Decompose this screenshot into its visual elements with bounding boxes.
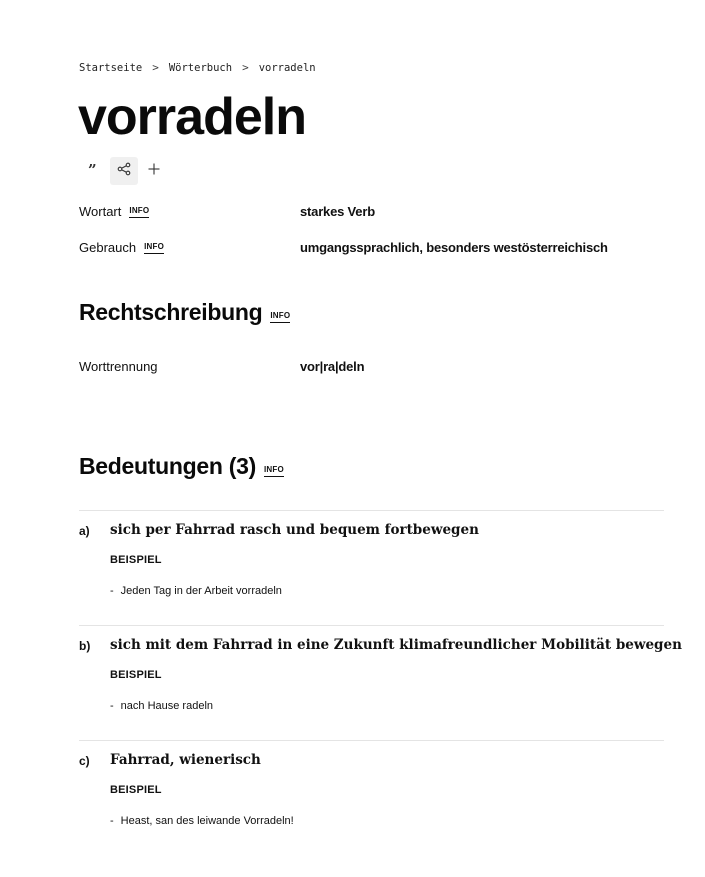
wortart-label: Wortart <box>79 204 122 219</box>
breadcrumb-home-link[interactable]: Startseite <box>79 61 143 74</box>
wortart-row <box>79 204 375 219</box>
meaning-letter: c) <box>79 754 90 768</box>
divider <box>79 740 664 741</box>
gebrauch-value: umgangssprachlich, besonders westösterreichisch <box>300 240 608 255</box>
quote-icon <box>87 162 101 181</box>
share-icon <box>117 162 131 181</box>
chevron-right-icon: > <box>242 61 249 74</box>
add-button[interactable] <box>140 157 168 185</box>
wortart-info-link[interactable]: INFO <box>129 206 149 218</box>
example-text: - nach Hause radeln <box>110 700 214 712</box>
plus-icon <box>147 162 161 181</box>
example-label: BEISPIEL <box>110 784 162 796</box>
breadcrumb <box>79 61 316 74</box>
meaning-definition: sich per Fahrrad rasch und bequem fortbewegen <box>110 522 479 538</box>
bedeutungen-heading <box>79 453 284 480</box>
worttrennung-label: Worttrennung <box>79 359 158 374</box>
svg-text:”: ” <box>88 161 97 176</box>
example-text: - Jeden Tag in der Arbeit vorradeln <box>110 585 282 597</box>
meaning-letter: b) <box>79 639 91 653</box>
gebrauch-row <box>79 240 608 255</box>
worttrennung-row <box>79 359 364 374</box>
page-title: vorradeln <box>78 88 306 146</box>
breadcrumb-dictionary-link[interactable]: Wörterbuch <box>168 61 233 74</box>
worttrennung-value: vor|ra|deln <box>300 359 365 374</box>
bedeutungen-info-link[interactable]: INFO <box>264 465 284 477</box>
breadcrumb-current: vorradeln <box>258 61 316 74</box>
bedeutungen-title: Bedeutungen (3) <box>79 453 256 479</box>
meaning-letter: a) <box>79 524 90 538</box>
wortart-value: starkes Verb <box>300 204 375 219</box>
example-label: BEISPIEL <box>110 554 162 566</box>
example-text: - Heast, san des leiwande Vorradeln! <box>110 815 294 827</box>
divider <box>79 625 664 626</box>
gebrauch-label: Gebrauch <box>79 240 137 255</box>
meaning-definition: Fahrrad, wienerisch <box>110 752 261 768</box>
action-bar <box>80 157 168 185</box>
cite-button[interactable] <box>80 157 108 185</box>
chevron-right-icon: > <box>152 61 159 74</box>
share-button[interactable] <box>110 157 138 185</box>
divider <box>79 510 664 511</box>
example-label: BEISPIEL <box>110 669 162 681</box>
meaning-definition: sich mit dem Fahrrad in eine Zukunft klimafreundlicher Mobilität bewegen <box>110 637 682 653</box>
rechtschreibung-heading <box>79 299 290 326</box>
gebrauch-info-link[interactable]: INFO <box>144 242 164 254</box>
rechtschreibung-info-link[interactable]: INFO <box>270 311 290 323</box>
rechtschreibung-title: Rechtschreibung <box>79 299 263 325</box>
